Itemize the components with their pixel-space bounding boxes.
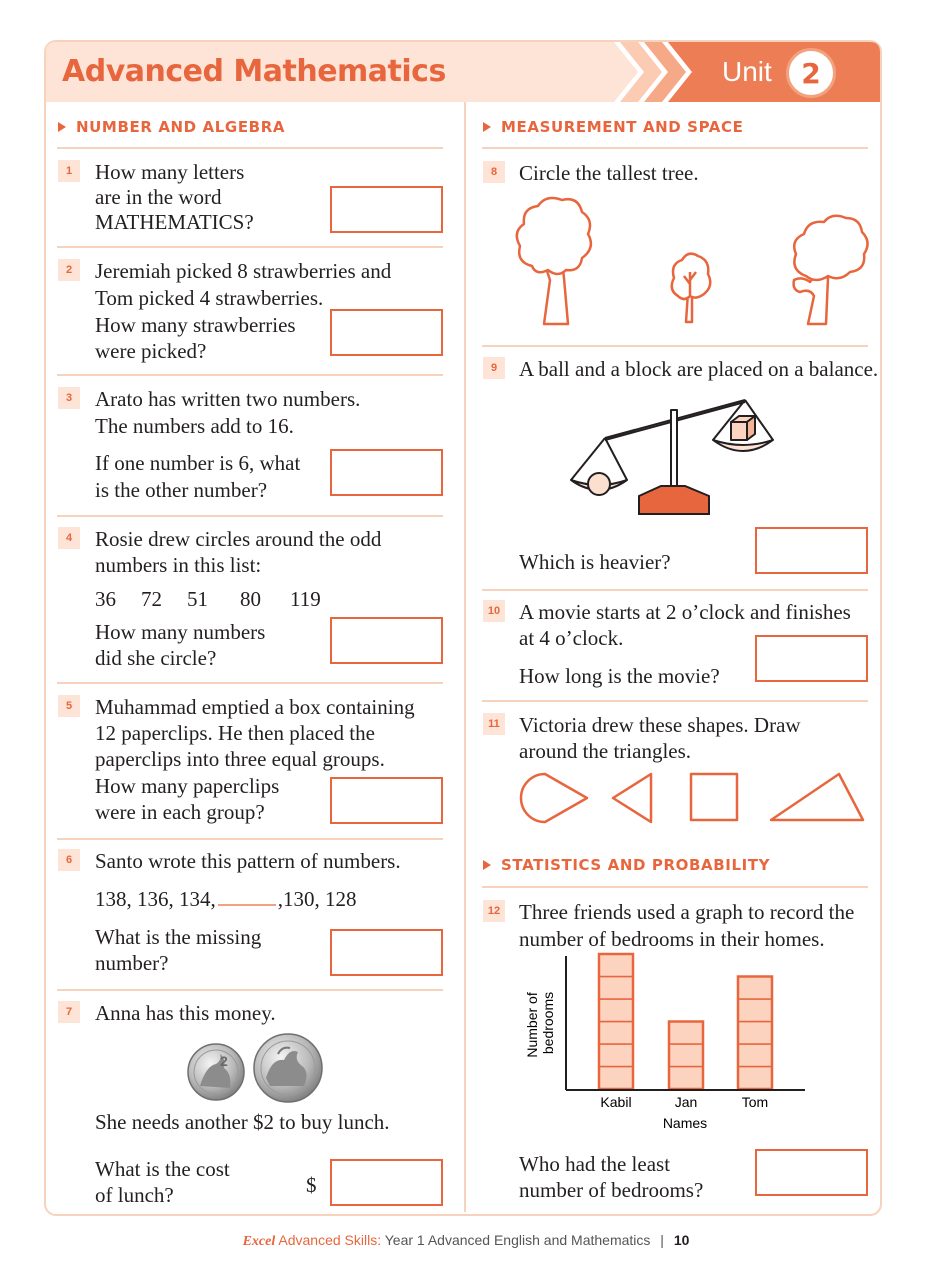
question-4-line-2: numbers in this list: [95, 553, 262, 577]
answer-box-6[interactable] [330, 929, 443, 976]
block-icon [731, 422, 747, 440]
divider-rule [482, 345, 868, 347]
y-axis-label: Number of bedrooms [524, 991, 556, 1058]
answer-box-12[interactable] [755, 1149, 868, 1196]
one-dollar-coin-icon [254, 1034, 322, 1102]
triangle-shape-1 [613, 774, 651, 822]
x-axis-label: Names [662, 1115, 708, 1131]
question-3-line-2: The numbers add to 16. [95, 414, 294, 438]
bar-segment-tom [738, 1067, 772, 1090]
question-12-line-3: Who had the least [519, 1152, 671, 1176]
bar-segment-jan [669, 1022, 703, 1045]
question-6-line-3: number? [95, 951, 169, 975]
footer-separator: | [660, 1232, 664, 1248]
question-1-line-3: MATHEMATICS? [95, 210, 254, 234]
question-5-line-4: How many paperclips [95, 774, 280, 798]
question-10-line-1: A movie starts at 2 o’clock and finishes [519, 600, 851, 624]
page-footer [0, 1232, 932, 1250]
number-list-item: 51 [187, 587, 208, 611]
question-7-line-4: of lunch? [95, 1183, 174, 1207]
question-number: 5 [58, 695, 80, 717]
section-arrow-icon [58, 122, 66, 132]
number-list-item: 36 [95, 587, 116, 611]
divider-rule [57, 838, 443, 840]
two-dollar-coin-icon [188, 1044, 244, 1100]
question-number: 1 [58, 160, 80, 182]
divider-rule [482, 886, 868, 888]
coins-image [186, 1030, 330, 1104]
bar-segment-tom [738, 977, 772, 1000]
question-3-line-1: Arato has written two numbers. [95, 387, 361, 411]
question-12-line-4: number of bedrooms? [519, 1178, 704, 1202]
question-9-line-2: Which is heavier? [519, 550, 671, 574]
question-12-line-1: Three friends used a graph to record the [519, 900, 855, 924]
missing-number-blank[interactable] [218, 890, 276, 906]
divider-rule [482, 589, 868, 591]
divider-rule [57, 374, 443, 376]
question-8-line-1: Circle the tallest tree. [519, 161, 699, 185]
bar-segment-tom [738, 999, 772, 1022]
question-number: 3 [58, 387, 80, 409]
page-title: Advanced Mathematics [62, 54, 446, 89]
question-5-line-2: 12 paperclips. He then placed the [95, 721, 375, 745]
section-title: MEASUREMENT AND SPACE [501, 118, 744, 136]
divider-rule [57, 246, 443, 248]
chart-bars [599, 954, 772, 1089]
answer-box-1[interactable] [330, 186, 443, 233]
bar-segment-kabil [599, 954, 633, 977]
bar-segment-kabil [599, 1067, 633, 1090]
divider-rule [482, 147, 868, 149]
footer-text: Year 1 Advanced English and Mathematics [384, 1232, 651, 1248]
section-title: STATISTICS AND PROBABILITY [501, 856, 771, 874]
footer-series: Advanced Skills: [278, 1232, 382, 1248]
square-shape [691, 774, 737, 820]
answer-box-5[interactable] [330, 777, 443, 824]
question-number: 6 [58, 849, 80, 871]
question-5-line-5: were in each group? [95, 800, 265, 824]
section-statistics-and-probability [483, 856, 770, 874]
footer-brand: Excel [242, 1234, 276, 1249]
balance-scale-image [565, 388, 787, 520]
question-number: 4 [58, 527, 80, 549]
question-7-line-2: She needs another $2 to buy lunch. [95, 1110, 390, 1134]
ball-icon [588, 473, 610, 495]
answer-box-9[interactable] [755, 527, 868, 574]
question-9-line-1: A ball and a block are placed on a balance. [519, 357, 879, 381]
question-number: 9 [483, 357, 505, 379]
trees-image [510, 192, 880, 332]
answer-box-2[interactable] [330, 309, 443, 356]
tall-tree-icon [517, 198, 591, 324]
question-5-line-3: paperclips into three equal groups. [95, 747, 385, 771]
divider-rule [57, 147, 443, 149]
bedrooms-bar-chart [515, 952, 815, 1137]
unit-header [46, 42, 880, 102]
bar-segment-kabil [599, 1022, 633, 1045]
pattern-start: 138, 136, 134, [95, 887, 216, 911]
question-5-line-1: Muhammad emptied a box containing [95, 695, 415, 719]
section-measurement-and-space [483, 118, 743, 136]
bar-segment-tom [738, 1044, 772, 1067]
dollar-sign: $ [306, 1173, 317, 1197]
question-number: 10 [483, 600, 505, 622]
divider-rule [482, 700, 868, 702]
svg-text:2: 2 [220, 1053, 228, 1069]
answer-box-3[interactable] [330, 449, 443, 496]
question-10-line-3: How long is the movie? [519, 664, 720, 688]
question-3-line-4: is the other number? [95, 478, 268, 502]
x-tick-labels [600, 1094, 768, 1110]
bar-segment-kabil [599, 1044, 633, 1067]
question-4-line-3: How many numbers [95, 620, 266, 644]
scale-base [639, 486, 709, 514]
question-number: 7 [58, 1001, 80, 1023]
x-tick-label-tom: Tom [741, 1094, 769, 1110]
question-6-line-2: What is the missing [95, 925, 262, 949]
divider-rule [57, 682, 443, 684]
number-list-item: 80 [240, 587, 261, 611]
answer-box-7[interactable] [330, 1159, 443, 1206]
x-tick-label-kabil: Kabil [600, 1094, 632, 1110]
column-divider [464, 102, 466, 1212]
bar-segment-kabil [599, 999, 633, 1022]
question-number: 2 [58, 259, 80, 281]
answer-box-10[interactable] [755, 635, 868, 682]
bar-segment-jan [669, 1044, 703, 1067]
unit-label: Unit [722, 56, 772, 87]
question-7-line-3: What is the cost [95, 1157, 230, 1181]
question-2-line-2: Tom picked 4 strawberries. [95, 286, 324, 310]
question-4-line-4: did she circle? [95, 646, 217, 670]
small-tree-icon [672, 254, 711, 322]
shapes-image [515, 770, 875, 826]
question-2-line-4: were picked? [95, 339, 207, 363]
question-number: 12 [483, 900, 505, 922]
question-11-line-1: Victoria drew these shapes. Draw [519, 713, 801, 737]
bar-segment-kabil [599, 977, 633, 1000]
question-3-line-3: If one number is 6, what [95, 451, 301, 475]
medium-tree-icon [794, 216, 868, 324]
x-tick-label-jan: Jan [674, 1094, 698, 1110]
question-10-line-2: at 4 o’clock. [519, 626, 624, 650]
question-12-line-2: number of bedrooms in their homes. [519, 927, 825, 951]
number-list-item: 72 [141, 587, 162, 611]
question-2-line-1: Jeremiah picked 8 strawberries and [95, 259, 392, 283]
pattern-end: ,130, 128 [277, 887, 357, 911]
bar-segment-jan [669, 1067, 703, 1090]
question-1-line-1: How many letters [95, 160, 245, 184]
section-number-and-algebra [58, 118, 285, 136]
bar-segment-tom [738, 1022, 772, 1045]
section-arrow-icon [483, 860, 491, 870]
section-title: NUMBER AND ALGEBRA [76, 118, 286, 136]
triangle-shape-2 [771, 774, 863, 820]
question-1-line-2: are in the word [95, 185, 222, 209]
divider-rule [57, 515, 443, 517]
unit-number-badge: 2 [786, 48, 836, 98]
question-4-line-1: Rosie drew circles around the odd [95, 527, 382, 551]
page-number: 10 [673, 1232, 690, 1248]
question-2-line-3: How many strawberries [95, 313, 296, 337]
section-arrow-icon [483, 122, 491, 132]
question-6-line-1: Santo wrote this pattern of numbers. [95, 849, 401, 873]
answer-box-4[interactable] [330, 617, 443, 664]
semicircle-triangle-shape [521, 774, 587, 822]
number-pattern [95, 886, 357, 912]
question-11-line-2: around the triangles. [519, 739, 692, 763]
question-number: 11 [483, 713, 505, 735]
divider-rule [57, 989, 443, 991]
question-number: 8 [483, 161, 505, 183]
question-7-line-1: Anna has this money. [95, 1001, 276, 1025]
number-list-item: 119 [290, 587, 321, 611]
